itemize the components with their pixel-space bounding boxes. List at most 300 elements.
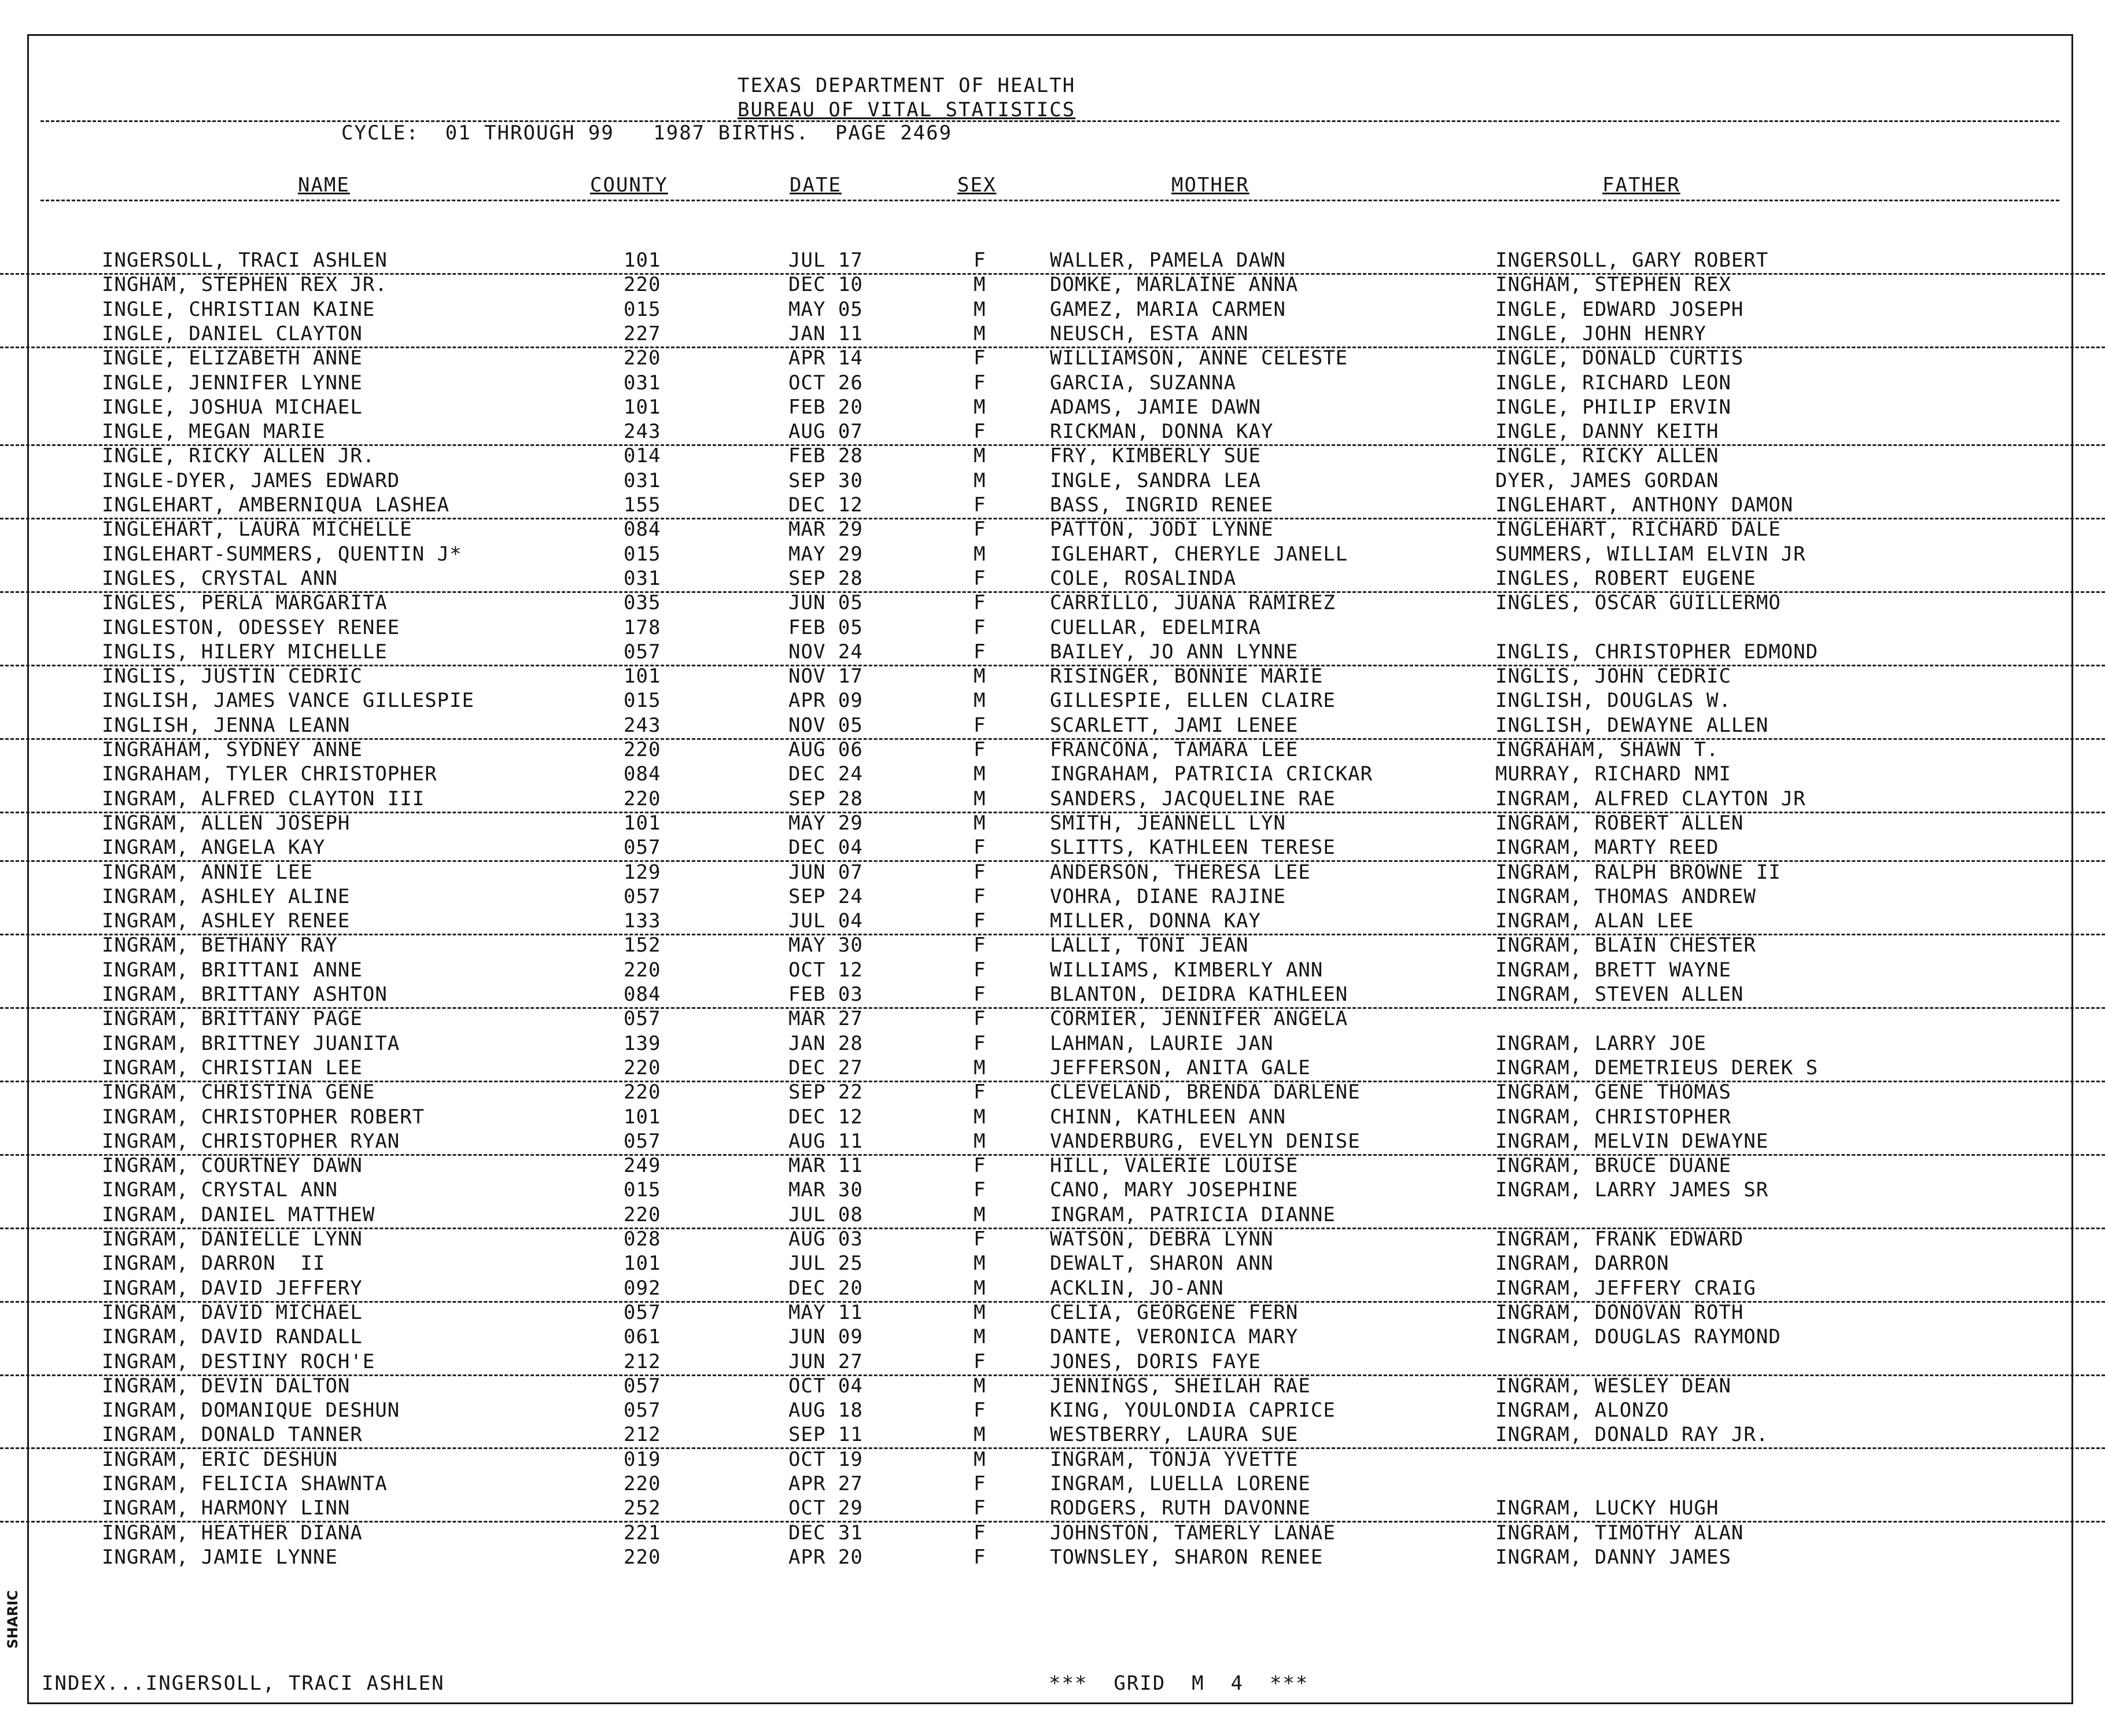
cell-date: SEP 28 [788, 567, 863, 590]
table-row [0, 1497, 2105, 1523]
cell-date: AUG 07 [788, 420, 863, 443]
cell-name: INGRAM, ASHLEY ALINE [102, 885, 351, 908]
cell-name: INGRAM, COURTNEY DAWN [102, 1154, 363, 1177]
cell-county: 057 [624, 1374, 661, 1398]
cell-sex: F [974, 347, 986, 370]
table-row [0, 836, 2105, 862]
cell-county: 101 [624, 1252, 661, 1275]
table-row [0, 1007, 2105, 1031]
cell-father: INGLISH, DEWAYNE ALLEN [1495, 714, 1769, 737]
cell-mother: LALLI, TONI JEAN [1050, 934, 1249, 957]
table-row [0, 689, 2105, 713]
cell-date: JAN 28 [788, 1032, 863, 1055]
table-row [0, 885, 2105, 909]
cell-name: INGRAM, BRITTANY PAGE [102, 1007, 363, 1030]
table-row [0, 861, 2105, 885]
table-row [0, 1105, 2105, 1130]
cell-name: INGRAM, BRITTNEY JUANITA [102, 1032, 400, 1055]
cell-county: 057 [624, 1399, 661, 1422]
cell-county: 015 [624, 1178, 661, 1201]
cell-name: INGLE, ELIZABETH ANNE [102, 347, 363, 370]
table-row [0, 420, 2105, 446]
cell-mother: JEFFERSON, ANITA GALE [1050, 1056, 1311, 1079]
cell-date: OCT 29 [788, 1497, 863, 1520]
table-row [0, 1203, 2105, 1229]
table-row [0, 738, 2105, 762]
cell-mother: WESTBERRY, LAURA SUE [1050, 1423, 1299, 1446]
cell-name: INGHAM, STEPHEN REX JR. [102, 273, 388, 296]
cell-father: INGLIS, CHRISTOPHER EDMOND [1495, 640, 1819, 664]
cell-sex: F [974, 836, 986, 859]
cell-date: MAR 27 [788, 1007, 863, 1030]
column-header-date: DATE [790, 174, 842, 197]
cell-sex: M [974, 298, 986, 321]
cell-father: INGLE, DONALD CURTIS [1495, 347, 1744, 370]
cell-sex: F [974, 934, 986, 957]
cell-date: MAY 11 [788, 1301, 863, 1324]
cell-sex: M [974, 543, 986, 566]
cycle-line: CYCLE: 01 THROUGH 99 1987 BIRTHS. PAGE 2469 [341, 121, 953, 145]
cell-mother: JENNINGS, SHEILAH RAE [1050, 1374, 1311, 1398]
cell-name: INGLEHART, AMBERNIQUA LASHEA [102, 493, 450, 517]
cell-father: INGRAM, WESLEY DEAN [1495, 1374, 1731, 1398]
column-header-county: COUNTY [590, 174, 668, 197]
cell-sex: M [974, 469, 986, 492]
cell-date: FEB 28 [788, 444, 863, 467]
table-row [0, 469, 2105, 493]
cell-date: APR 27 [788, 1472, 863, 1495]
cell-name: INGLE, JENNIFER LYNNE [102, 371, 363, 395]
cell-mother: CLEVELAND, BRENDA DARLENE [1050, 1081, 1361, 1104]
cell-county: 031 [624, 371, 661, 395]
cell-father: INGRAM, ROBERT ALLEN [1495, 812, 1744, 835]
cell-name: INGRAM, DARRON II [102, 1252, 326, 1275]
cell-date: FEB 05 [788, 616, 863, 639]
cell-date: APR 20 [788, 1546, 863, 1569]
cell-sex: F [974, 249, 986, 272]
cell-father: INGRAM, FRANK EDWARD [1495, 1228, 1744, 1251]
table-row [0, 444, 2105, 469]
table-row [0, 1178, 2105, 1203]
table-row [0, 1130, 2105, 1156]
cell-sex: F [974, 1521, 986, 1545]
grid-footer: *** GRID M 4 *** [1049, 1672, 1309, 1695]
cell-county: 220 [624, 787, 661, 810]
cell-county: 220 [624, 347, 661, 370]
cell-father: INGRAM, TIMOTHY ALAN [1495, 1521, 1744, 1545]
cell-county: 057 [624, 1301, 661, 1324]
cell-sex: M [974, 322, 986, 345]
cell-sex: F [974, 885, 986, 908]
cell-mother: INGLE, SANDRA LEA [1050, 469, 1261, 492]
cell-county: 035 [624, 591, 661, 614]
cell-sex: F [974, 518, 986, 541]
cell-father: SUMMERS, WILLIAM ELVIN JR [1495, 543, 1806, 566]
cell-date: SEP 28 [788, 787, 863, 810]
column-header-name: NAME [298, 174, 350, 197]
cell-name: INGLE, DANIEL CLAYTON [102, 322, 363, 345]
cell-county: 028 [624, 1228, 661, 1251]
cell-father: INGRAM, BRUCE DUANE [1495, 1154, 1731, 1177]
table-row [0, 1448, 2105, 1472]
cell-sex: F [974, 1154, 986, 1177]
cell-father: INGRAM, THOMAS ANDREW [1495, 885, 1756, 908]
cell-mother: JOHNSTON, TAMERLY LANAE [1050, 1521, 1336, 1545]
cell-county: 057 [624, 885, 661, 908]
cell-date: NOV 24 [788, 640, 863, 664]
cell-county: 031 [624, 469, 661, 492]
cell-father: INGRAM, STEVEN ALLEN [1495, 983, 1744, 1006]
table-row [0, 298, 2105, 322]
cell-name: INGLE, RICKY ALLEN JR. [102, 444, 375, 467]
cell-sex: F [974, 959, 986, 982]
cell-father: INGRAM, DANNY JAMES [1495, 1546, 1731, 1569]
column-header-mother: MOTHER [1171, 174, 1249, 197]
cell-mother: MILLER, DONNA KAY [1050, 909, 1261, 932]
cell-date: FEB 03 [788, 983, 863, 1006]
cell-county: 243 [624, 420, 661, 443]
cell-name: INGLISH, JENNA LEANN [102, 714, 351, 737]
cell-mother: SLITTS, KATHLEEN TERESE [1050, 836, 1336, 859]
table-row [0, 983, 2105, 1009]
cell-name: INGRAM, DESTINY ROCH'E [102, 1350, 375, 1373]
cell-date: SEP 22 [788, 1081, 863, 1104]
cell-mother: GILLESPIE, ELLEN CLAIRE [1050, 689, 1336, 712]
cell-date: DEC 24 [788, 762, 863, 786]
table-row [0, 665, 2105, 689]
cell-county: 084 [624, 762, 661, 786]
cell-county: 129 [624, 861, 661, 884]
cell-mother: INGRAM, LUELLA LORENE [1050, 1472, 1311, 1495]
table-row [0, 1423, 2105, 1449]
cell-mother: BASS, INGRID RENEE [1050, 493, 1274, 517]
cell-county: 101 [624, 249, 661, 272]
cell-name: INGLES, CRYSTAL ANN [102, 567, 338, 590]
cell-mother: WILLIAMS, KIMBERLY ANN [1050, 959, 1324, 982]
cell-county: 057 [624, 1007, 661, 1030]
cell-name: INGRAM, BRITTANY ASHTON [102, 983, 388, 1006]
cell-mother: RISINGER, BONNIE MARIE [1050, 665, 1324, 688]
cell-county: 133 [624, 909, 661, 932]
cell-date: JUN 27 [788, 1350, 863, 1373]
cell-father: INGRAM, LARRY JAMES SR [1495, 1178, 1769, 1201]
cell-name: INGLE, CHRISTIAN KAINE [102, 298, 375, 321]
header-agency: TEXAS DEPARTMENT OF HEALTH [738, 74, 1076, 97]
cell-sex: F [974, 1472, 986, 1495]
table-row [0, 787, 2105, 813]
cell-father: INGRAM, ALONZO [1495, 1399, 1669, 1422]
cell-mother: WALLER, PAMELA DAWN [1050, 249, 1286, 272]
cell-mother: ACKLIN, JO-ANN [1050, 1277, 1224, 1300]
cell-date: JUN 07 [788, 861, 863, 884]
table-row [0, 543, 2105, 567]
table-row [0, 909, 2105, 935]
cell-date: MAY 05 [788, 298, 863, 321]
cell-county: 243 [624, 714, 661, 737]
cell-mother: WATSON, DEBRA LYNN [1050, 1228, 1274, 1251]
cell-sex: F [974, 1178, 986, 1201]
cell-county: 057 [624, 640, 661, 664]
cell-name: INGLEHART-SUMMERS, QUENTIN J* [102, 543, 462, 566]
cell-sex: M [974, 1448, 986, 1471]
cell-name: INGRAHAM, TYLER CHRISTOPHER [102, 762, 437, 786]
table-row [0, 762, 2105, 787]
cell-county: 249 [624, 1154, 661, 1177]
cell-sex: M [974, 444, 986, 467]
cell-father: INGLES, ROBERT EUGENE [1495, 567, 1756, 590]
cell-date: DEC 20 [788, 1277, 863, 1300]
cell-father: INGLE, EDWARD JOSEPH [1495, 298, 1744, 321]
cell-date: OCT 04 [788, 1374, 863, 1398]
table-row [0, 714, 2105, 740]
cell-father: INGERSOLL, GARY ROBERT [1495, 249, 1769, 272]
cell-mother: DANTE, VERONICA MARY [1050, 1325, 1299, 1348]
cell-name: INGRAM, JAMIE LYNNE [102, 1546, 338, 1569]
table-row [0, 1154, 2105, 1178]
cell-date: MAR 30 [788, 1178, 863, 1201]
cell-father: INGRAM, JEFFERY CRAIG [1495, 1277, 1756, 1300]
cell-sex: F [974, 640, 986, 664]
cell-county: 152 [624, 934, 661, 957]
cell-sex: F [974, 616, 986, 639]
cell-mother: SMITH, JEANNELL LYN [1050, 812, 1286, 835]
cell-name: INGLEHART, LAURA MICHELLE [102, 518, 412, 541]
cell-date: JUL 04 [788, 909, 863, 932]
cell-father: INGLE, JOHN HENRY [1495, 322, 1706, 345]
table-row [0, 1399, 2105, 1423]
table-row [0, 371, 2105, 396]
cell-county: 155 [624, 493, 661, 517]
cell-date: NOV 05 [788, 714, 863, 737]
cell-name: INGRAM, ASHLEY RENEE [102, 909, 351, 932]
cell-date: SEP 11 [788, 1423, 863, 1446]
column-header-divider [40, 200, 2059, 201]
cell-mother: PATTON, JODI LYNNE [1050, 518, 1274, 541]
cell-father: INGLISH, DOUGLAS W. [1495, 689, 1731, 712]
cell-father: INGRAM, BRETT WAYNE [1495, 959, 1731, 982]
cell-father: INGLE, PHILIP ERVIN [1495, 396, 1731, 419]
cell-sex: F [974, 420, 986, 443]
table-row [0, 934, 2105, 958]
cell-date: OCT 26 [788, 371, 863, 395]
cell-name: INGRAM, ALFRED CLAYTON III [102, 787, 425, 810]
cell-county: 057 [624, 836, 661, 859]
cell-sex: F [974, 909, 986, 932]
cell-father: INGRAM, BLAIN CHESTER [1495, 934, 1756, 957]
cell-name: INGRAM, BETHANY RAY [102, 934, 338, 957]
table-row [0, 493, 2105, 519]
cell-sex: F [974, 714, 986, 737]
cell-county: 101 [624, 665, 661, 688]
cell-sex: F [974, 1399, 986, 1422]
cell-father: INGRAM, CHRISTOPHER [1495, 1105, 1731, 1129]
cell-mother: WILLIAMSON, ANNE CELESTE [1050, 347, 1348, 370]
cell-sex: F [974, 591, 986, 614]
table-row [0, 1252, 2105, 1276]
table-row [0, 1472, 2105, 1497]
cell-father: INGRAM, DOUGLAS RAYMOND [1495, 1325, 1781, 1348]
table-row [0, 1325, 2105, 1350]
cell-sex: M [974, 273, 986, 296]
cell-mother: LAHMAN, LAURIE JAN [1050, 1032, 1274, 1055]
cell-father: INGRAM, DEMETRIEUS DEREK S [1495, 1056, 1819, 1079]
cell-father: INGLE, RICHARD LEON [1495, 371, 1731, 395]
cell-name: INGRAM, CHRISTOPHER RYAN [102, 1130, 400, 1153]
cell-name: INGRAM, DANIELLE LYNN [102, 1228, 363, 1251]
cell-county: 061 [624, 1325, 661, 1348]
cell-name: INGRAM, CRYSTAL ANN [102, 1178, 338, 1201]
cell-name: INGLE-DYER, JAMES EDWARD [102, 469, 400, 492]
cell-name: INGRAM, HEATHER DIANA [102, 1521, 363, 1545]
cell-mother: IGLEHART, CHERYLE JANELL [1050, 543, 1348, 566]
table-row [0, 640, 2105, 666]
cell-name: INGLE, JOSHUA MICHAEL [102, 396, 363, 419]
cell-mother: CORMIER, JENNIFER ANGELA [1050, 1007, 1348, 1030]
cell-name: INGLES, PERLA MARGARITA [102, 591, 388, 614]
cell-father: MURRAY, RICHARD NMI [1495, 762, 1731, 786]
cell-date: MAY 29 [788, 543, 863, 566]
cell-county: 220 [624, 1081, 661, 1104]
cell-county: 212 [624, 1423, 661, 1446]
cell-county: 084 [624, 983, 661, 1006]
cell-name: INGRAM, ANNIE LEE [102, 861, 313, 884]
cell-date: AUG 03 [788, 1228, 863, 1251]
column-header-sex: SEX [957, 174, 997, 197]
cell-father: INGRAM, ALFRED CLAYTON JR [1495, 787, 1806, 810]
cell-date: SEP 24 [788, 885, 863, 908]
cell-sex: F [974, 1081, 986, 1104]
table-row [0, 518, 2105, 542]
cell-name: INGRAM, CHRISTOPHER ROBERT [102, 1105, 425, 1129]
cell-county: 015 [624, 543, 661, 566]
cell-mother: RODGERS, RUTH DAVONNE [1050, 1497, 1311, 1520]
cell-sex: M [974, 762, 986, 786]
cell-date: JUN 05 [788, 591, 863, 614]
cell-father: INGRAM, MARTY REED [1495, 836, 1719, 859]
cell-sex: M [974, 1325, 986, 1348]
cell-sex: F [974, 861, 986, 884]
cell-county: 212 [624, 1350, 661, 1373]
cell-date: JUL 25 [788, 1252, 863, 1275]
cell-date: APR 09 [788, 689, 863, 712]
cell-sex: F [974, 1007, 986, 1030]
cell-county: 220 [624, 1472, 661, 1495]
table-row [0, 1032, 2105, 1056]
cell-father: INGRAHAM, SHAWN T. [1495, 738, 1719, 761]
cell-father: INGRAM, DONALD RAY JR. [1495, 1423, 1769, 1446]
cell-mother: FRY, KIMBERLY SUE [1050, 444, 1261, 467]
cell-county: 057 [624, 1130, 661, 1153]
table-row [0, 1546, 2105, 1570]
cell-mother: NEUSCH, ESTA ANN [1050, 322, 1249, 345]
cell-father: INGRAM, LUCKY HUGH [1495, 1497, 1719, 1520]
cell-name: INGRAM, CHRISTINA GENE [102, 1081, 375, 1104]
table-row [0, 273, 2105, 297]
cell-county: 092 [624, 1277, 661, 1300]
cell-county: 031 [624, 567, 661, 590]
cell-sex: M [974, 396, 986, 419]
cell-date: OCT 12 [788, 959, 863, 982]
table-row [0, 1228, 2105, 1252]
cell-name: INGERSOLL, TRACI ASHLEN [102, 249, 388, 272]
cell-sex: F [974, 567, 986, 590]
table-row [0, 616, 2105, 640]
cell-father: INGRAM, GENE THOMAS [1495, 1081, 1731, 1104]
cell-sex: F [974, 1228, 986, 1251]
cell-county: 015 [624, 689, 661, 712]
cell-mother: CELIA, GEORGENE FERN [1050, 1301, 1299, 1324]
cell-sex: M [974, 812, 986, 835]
cell-sex: M [974, 1105, 986, 1129]
cell-sex: M [974, 787, 986, 810]
cell-mother: TOWNSLEY, SHARON RENEE [1050, 1546, 1324, 1569]
table-row [0, 1301, 2105, 1325]
cell-sex: M [974, 1130, 986, 1153]
cell-mother: BAILEY, JO ANN LYNNE [1050, 640, 1299, 664]
cell-date: MAY 30 [788, 934, 863, 957]
cell-mother: ANDERSON, THERESA LEE [1050, 861, 1311, 884]
cell-county: 220 [624, 273, 661, 296]
cell-sex: M [974, 1374, 986, 1398]
cell-mother: SCARLETT, JAMI LENEE [1050, 714, 1299, 737]
cell-name: INGRAM, DAVID MICHAEL [102, 1301, 363, 1324]
cell-name: INGLE, MEGAN MARIE [102, 420, 326, 443]
cell-date: OCT 19 [788, 1448, 863, 1471]
cell-mother: VANDERBURG, EVELYN DENISE [1050, 1130, 1361, 1153]
table-row [0, 249, 2105, 275]
cell-county: 015 [624, 298, 661, 321]
cell-mother: HILL, VALERIE LOUISE [1050, 1154, 1299, 1177]
cell-mother: GAMEZ, MARIA CARMEN [1050, 298, 1286, 321]
cell-sex: M [974, 1423, 986, 1446]
cell-name: INGRAM, DEVIN DALTON [102, 1374, 351, 1398]
cell-county: 019 [624, 1448, 661, 1471]
cell-county: 101 [624, 396, 661, 419]
cell-father: INGLE, RICKY ALLEN [1495, 444, 1719, 467]
cell-date: MAY 29 [788, 812, 863, 835]
cell-mother: COLE, ROSALINDA [1050, 567, 1237, 590]
cell-date: JUL 17 [788, 249, 863, 272]
cell-mother: JONES, DORIS FAYE [1050, 1350, 1261, 1373]
cell-father: DYER, JAMES GORDAN [1495, 469, 1719, 492]
cell-father: INGRAM, RALPH BROWNE II [1495, 861, 1781, 884]
table-row [0, 322, 2105, 348]
cell-name: INGRAM, ANGELA KAY [102, 836, 326, 859]
cell-county: 139 [624, 1032, 661, 1055]
table-row [0, 1277, 2105, 1303]
cell-county: 220 [624, 1546, 661, 1569]
cell-mother: DOMKE, MARLAINE ANNA [1050, 273, 1299, 296]
cell-county: 101 [624, 812, 661, 835]
cell-mother: GARCIA, SUZANNA [1050, 371, 1237, 395]
cell-mother: INGRAHAM, PATRICIA CRICKAR [1050, 762, 1373, 786]
cell-father: INGLEHART, ANTHONY DAMON [1495, 493, 1794, 517]
cell-father: INGRAM, DONOVAN ROTH [1495, 1301, 1744, 1324]
table-row [0, 591, 2105, 615]
table-row [0, 1350, 2105, 1376]
cell-sex: M [974, 1203, 986, 1226]
cell-father: INGRAM, MELVIN DEWAYNE [1495, 1130, 1769, 1153]
cell-sex: F [974, 1350, 986, 1373]
cell-mother: SANDERS, JACQUELINE RAE [1050, 787, 1336, 810]
cell-date: DEC 12 [788, 1105, 863, 1129]
cell-county: 227 [624, 322, 661, 345]
cell-date: SEP 30 [788, 469, 863, 492]
cell-name: INGLIS, HILERY MICHELLE [102, 640, 388, 664]
column-header-father: FATHER [1602, 174, 1680, 197]
cell-date: AUG 11 [788, 1130, 863, 1153]
cell-sex: F [974, 371, 986, 395]
